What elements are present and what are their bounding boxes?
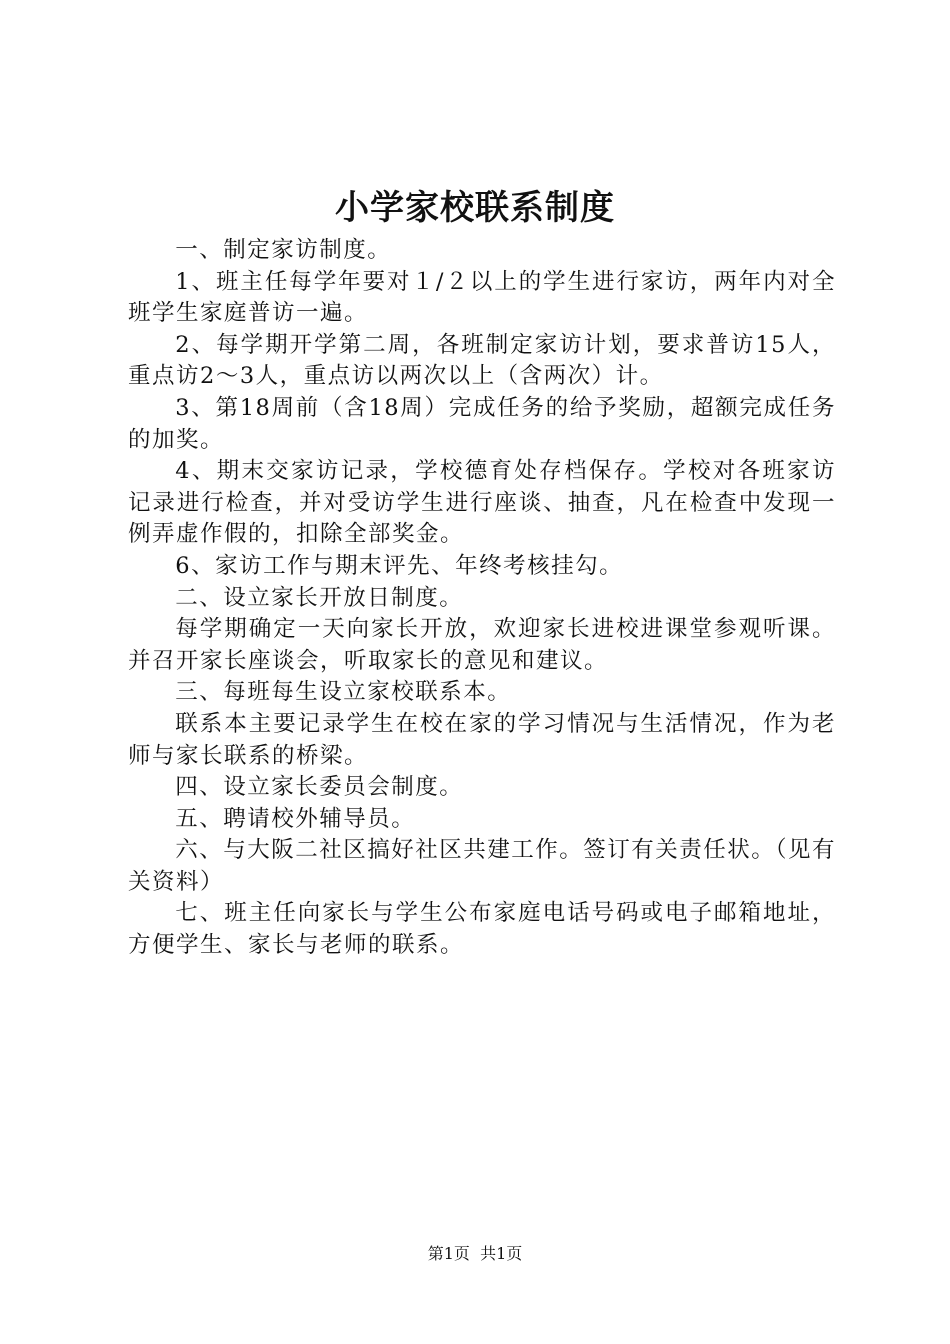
page-number: 第1页 — [427, 1244, 470, 1263]
paragraph: 6、家访工作与期末评先、年终考核挂勾。 — [175, 552, 624, 579]
paragraph: 每学期确定一天向家长开放，欢迎家长进校进课堂参观听课。并召开家长座谈会，听取家长的意见和建议。 — [128, 616, 836, 674]
paragraph: 1、班主任每学年要对１/２以上的学生进行家访，两年内对全班学生家庭普访一遍。 — [128, 268, 836, 327]
paragraph: 联系本主要记录学生在校在家的学习情况与生活情况，作为老师与家长联系的桥梁。 — [128, 710, 836, 769]
section-heading: 三、每班每生设立家校联系本。 — [175, 679, 512, 706]
section-heading: 二、设立家长开放日制度。 — [175, 584, 464, 611]
section-heading: 五、聘请校外辅导员。 — [175, 805, 416, 832]
paragraph: 4、期末交家访记录，学校德育处存档保存。学校对各班家访记录进行检查，并对受访学生进行座谈、抽查，凡在检查中发现一例弄虚作假的，扣除全部奖金。 — [128, 458, 836, 548]
document-title: 小学家校联系制度 — [335, 188, 615, 228]
section-heading: 一、制定家访制度。 — [175, 237, 392, 263]
paragraph: 2、每学期开学第二周，各班制定家访计划，要求普访15人，重点访2～3人，重点访以两次以上（含两次）计。 — [128, 331, 836, 390]
page-footer — [0, 1243, 950, 1265]
section-heading: 七、班主任向家长与学生公布家庭电话号码或电子邮箱地址，方便学生、家长与老师的联系。 — [128, 900, 836, 959]
section-heading: 四、设立家长委员会制度。 — [175, 774, 464, 801]
paragraph: 3、第18周前（含18周）完成任务的给予奖励，超额完成任务的加奖。 — [128, 394, 836, 453]
section-heading: 六、与大阪二社区搞好社区共建工作。签订有关责任状。（见有关资料） — [128, 837, 837, 895]
document-body — [128, 235, 836, 962]
page-total: 共1页 — [480, 1244, 523, 1263]
